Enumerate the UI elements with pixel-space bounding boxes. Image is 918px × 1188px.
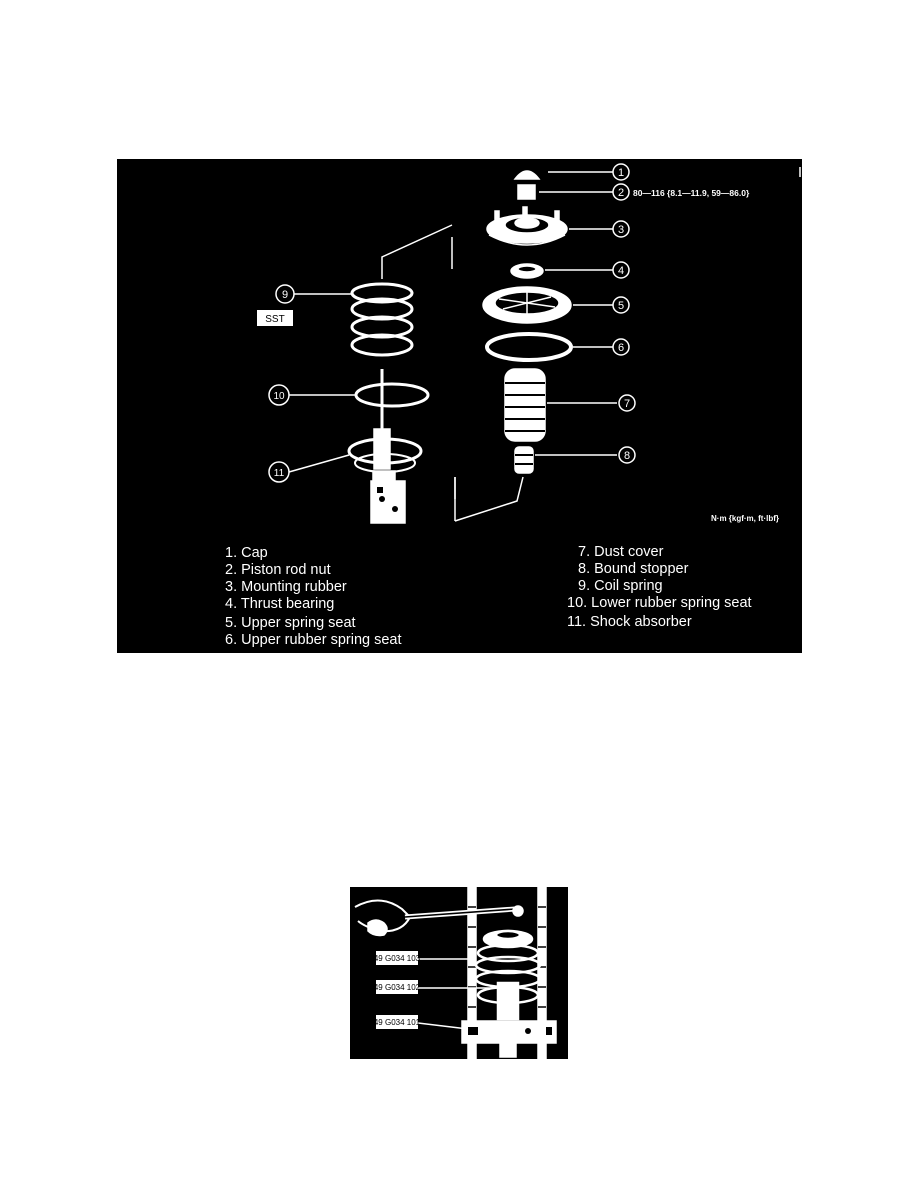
thrust-bearing-part <box>511 264 543 278</box>
compressed-spring <box>476 931 540 1019</box>
callout-number-8: 8 <box>623 450 631 462</box>
legend-item-6: 6. Upper rubber spring seat <box>225 632 402 648</box>
spring-compressor-photo <box>350 887 568 1059</box>
legend-right <box>567 544 752 631</box>
callout-number-1: 1 <box>617 167 625 179</box>
callout-number-9: 9 <box>281 289 289 301</box>
callout-number-11: 11 <box>273 468 285 479</box>
torque-spec: 80—116 {8.1—11.9, 59—86.0} <box>633 188 750 198</box>
tool-label-103: 49 G034 103 <box>373 954 421 963</box>
coil-spring-part <box>352 284 412 355</box>
legend-item-9: 9. Coil spring <box>578 578 663 594</box>
cap-part <box>515 171 539 179</box>
legend-item-11: 11. Shock absorber <box>567 614 692 630</box>
shock-absorber-part <box>349 369 428 523</box>
exploded-strut-diagram <box>117 159 802 653</box>
spring-compressor-drawing <box>350 887 568 1059</box>
bracket-line-top <box>382 225 452 279</box>
callout-number-7: 7 <box>623 398 631 410</box>
callout-number-3: 3 <box>617 224 625 236</box>
legend-item-8: 8. Bound stopper <box>578 561 689 577</box>
piston-rod-nut-part <box>518 185 535 199</box>
tool-label-102: 49 G034 102 <box>373 983 421 992</box>
legend-item-1: 1. Cap <box>225 545 268 561</box>
callout-number-10: 10 <box>273 391 285 402</box>
mounting-rubber-part <box>487 207 567 245</box>
upper-rubber-spring-seat-part <box>487 334 571 360</box>
legend-item-5: 5. Upper spring seat <box>225 615 356 631</box>
legend-item-2: 2. Piston rod nut <box>225 562 331 578</box>
wrench-and-hand <box>355 900 523 935</box>
upper-spring-seat-part <box>483 287 571 323</box>
legend-item-3: 3. Mounting rubber <box>225 579 347 595</box>
legend-item-4: 4. Thrust bearing <box>225 596 335 612</box>
bracket-line-lower <box>455 477 523 521</box>
bound-stopper-part <box>515 447 533 473</box>
dust-cover-part <box>505 369 545 441</box>
unit-note: N·m {kgf·m, ft·lbf} <box>711 514 779 523</box>
callout-number-6: 6 <box>617 342 625 354</box>
callout-number-2: 2 <box>617 187 625 199</box>
callout-number-5: 5 <box>617 300 625 312</box>
callout-number-4: 4 <box>617 265 625 277</box>
legend-item-10: 10. Lower rubber spring seat <box>567 595 752 611</box>
legend-item-7: 7. Dust cover <box>578 544 664 560</box>
sst-label: SST <box>265 314 285 325</box>
tool-label-101: 49 G034 101 <box>373 1018 421 1027</box>
legend-left <box>225 545 402 649</box>
